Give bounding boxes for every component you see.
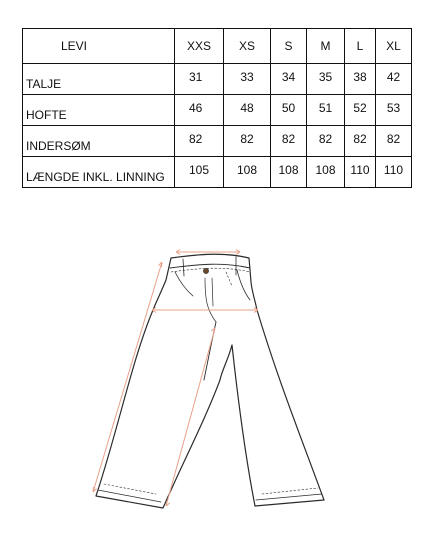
row-label: INDERSØM [23, 126, 175, 157]
waistband-line [170, 264, 250, 268]
table-cell: 35 [307, 64, 345, 95]
fly-stitch [205, 278, 216, 322]
length-measure-arrow [93, 262, 162, 492]
waist-measure-arrow [176, 250, 240, 255]
table-cell: 110 [376, 157, 412, 188]
table-cell: 82 [307, 126, 345, 157]
table-cell: 82 [175, 126, 224, 157]
table-cell: 82 [376, 126, 412, 157]
row-label: HOFTE [23, 95, 175, 126]
hip-measure-arrow [152, 308, 258, 313]
table-cell: 108 [307, 157, 345, 188]
table-cell: 105 [175, 157, 224, 188]
table-cell: 38 [345, 64, 376, 95]
table-cell: 82 [224, 126, 271, 157]
waistband-stitch [171, 268, 250, 272]
table-cell: 34 [271, 64, 307, 95]
table-cell: 82 [271, 126, 307, 157]
table-cell: 51 [307, 95, 345, 126]
table-cell: 110 [345, 157, 376, 188]
belt-loop [183, 257, 236, 276]
size-header: L [345, 29, 376, 64]
size-header: XXS [175, 29, 224, 64]
side-seam [104, 484, 318, 494]
row-label: TALJE [23, 64, 175, 95]
table-cell: 53 [376, 95, 412, 126]
waist-button [203, 268, 208, 273]
coin-pocket [226, 272, 232, 286]
pants-silhouette [96, 254, 324, 508]
size-header: M [307, 29, 345, 64]
measurement-arrows [93, 250, 258, 507]
hem-line [98, 490, 322, 502]
table-cell: 48 [224, 95, 271, 126]
table-cell: 108 [224, 157, 271, 188]
table-cell: 42 [376, 64, 412, 95]
table-cell: 108 [271, 157, 307, 188]
table-cell: 31 [175, 64, 224, 95]
size-header: S [271, 29, 307, 64]
table-cell: 33 [224, 64, 271, 95]
row-label: LÆNGDE INKL. LINNING [23, 157, 175, 188]
size-header: XL [376, 29, 412, 64]
table-cell: 50 [271, 95, 307, 126]
table-cell: 46 [175, 95, 224, 126]
pants-outline [96, 254, 324, 508]
inseam-measure-arrow [166, 328, 215, 506]
size-header: XS [224, 29, 271, 64]
front-pocket [237, 270, 250, 300]
table-cell: 82 [345, 126, 376, 157]
table-cell: 52 [345, 95, 376, 126]
brand-label: LEVI [23, 29, 175, 64]
